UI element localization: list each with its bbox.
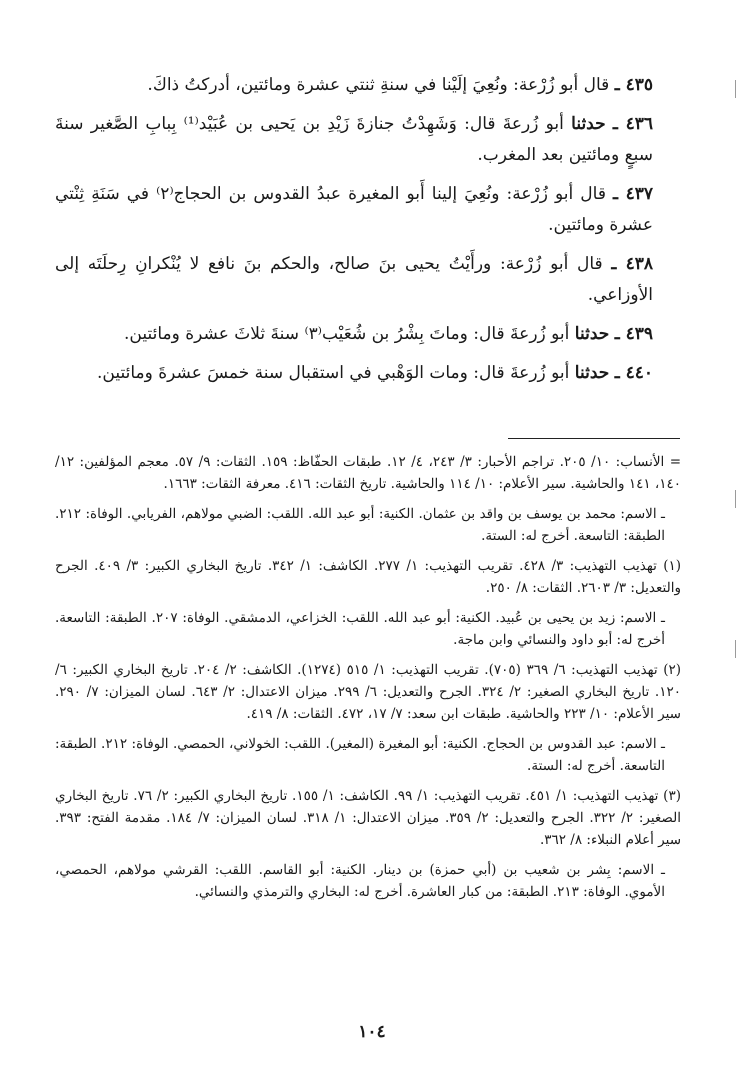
entry-439 <box>55 319 681 350</box>
hadith-lead: حدثنا <box>571 114 606 134</box>
entry-438 <box>55 249 681 311</box>
hadith-lead: حدثنا <box>574 324 610 344</box>
entry-text: أبو زُرعةَ قال: وماتَ بِشْرُ بن شُعَيْب⁽٣⁾ سنةَ ثلاثَ عشرة ومائتين. <box>124 324 570 344</box>
footnotes <box>55 451 681 911</box>
footnote-2-bio: ـ الاسم: عبد القدوس بن الحجاج. الكنية: أبو المغيرة (المغير). اللقب: الخولاني، الحمصي. الوفاة: ٢١٢. الطبقة: التاسعة. أخرج له: الستة. <box>55 736 665 774</box>
entry-number: ٤٣٧ ـ <box>613 184 654 204</box>
entry-number: ٤٣٥ ـ <box>614 75 653 95</box>
footnote-bio: ـ الاسم: محمد بن يوسف بن واقد بن عثمان. الكنية: أبو عبد الله. اللقب: الضبي مولاهم، الفريابي. الوفاة: ٢١٢. الطبقة: التاسعة. أخرج له: الستة. <box>55 506 665 544</box>
entry-text: أبو زُرعةَ قال: ومات الوَهْبي في استقبال سنة خمسَ عشرةَ ومائتين. <box>97 363 570 383</box>
scan-edge-mark <box>735 640 736 658</box>
footnote-3: (٣) تهذيب التهذيب: ١/ ٤٥١. تقريب التهذيب: ١/ ٩٩. الكاشف: ١/ ١٥٥. تاريخ البخاري الكبير: ٢/ ٧٦. تاريخ البخاري الصغير: ٢/ ٣٢٢. الجرح والتعديل: ٢/ ٣٥٩. ميزان الاعتدال: ١/ ٣١٨. لسان الميزان: ٧/ ١٨٤. مقدمة الفتح: ٣٩٣. سير أعلام النبلاء: ٨/ ٣٦٢. <box>55 788 681 848</box>
entry-text: قال أبو زُرْعة: ورأَيْتُ يحيى بنَ صالح، والحكم بنَ نافع لا يُنْكرانِ رِحلَتَه إلى الأوزاعي. <box>55 254 653 305</box>
main-text <box>55 70 681 397</box>
entry-number: ٤٣٩ ـ <box>614 324 653 344</box>
entry-text: قال أبو زُرْعة: ونُعِيَ إلينا أَبو المغيرة عبدُ القدوس بن الحجاج⁽٢⁾ في سَنَةِ ثِنْتي عشرة ومائتين. <box>55 184 653 235</box>
entry-number: ٤٣٦ ـ <box>612 114 654 134</box>
entry-437 <box>55 179 681 241</box>
entry-text: أبو زُرعةَ قال: وَشَهِدْتُ جنازةَ زَيْدِ بن يَحيى بن عُبَيْد⁽¹⁾ بِبابِ الصَّغير سنةَ سبعٍ ومائتين بعد المغرب. <box>55 114 653 165</box>
footnote-1: (١) تهذيب التهذيب: ٣/ ٤٢٨. تقريب التهذيب: ١/ ٢٧٧. الكاشف: ١/ ٣٤٢. تاريخ البخاري الكبير: ٣/ ٤٠٩. الجرح والتعديل: ٣/ ٢٦٠٣. الثقات: ٨/ ٢٥٠. <box>55 558 682 596</box>
entry-440 <box>55 358 681 389</box>
entry-number: ٤٣٨ ـ <box>611 254 653 274</box>
entry-435 <box>55 70 681 101</box>
page-number: ١٠٤ <box>358 1022 386 1042</box>
scan-edge-mark <box>735 80 736 98</box>
entry-436 <box>55 109 681 171</box>
entry-text: قال أبو زُرْعة: ونُعِيَ إلَيْنا في سنةِ ثنتي عشرة ومائتين، أدركتُ ذاكَ. <box>147 75 610 95</box>
footnote-separator <box>508 438 680 439</box>
footnote-2: (٢) تهذيب التهذيب: ٦/ ٣٦٩ (٧٠٥). تقريب التهذيب: ١/ ٥١٥ (١٢٧٤). الكاشف: ٢/ ٢٠٤. تاريخ البخاري الكبير: ٦/ ١٢٠. تاريخ البخاري الصغير: ٢/ ٣٢٤. الجرح والتعديل: ٦/ ٢٩٩. ميزان الاعتدال: ٢/ ٦٤٣. لسان الميزان: ٧/ ٢٩٠. سير الأعلام: ١٠/ ٢٢٣ والحاشية. طبقات ابن سعد: ٧/ ١٧، ٤٧٢. الثقات: ٨/ ٤١٩. <box>55 662 682 722</box>
hadith-lead: حدثنا <box>574 363 610 383</box>
entry-number: ٤٤٠ ـ <box>614 363 653 383</box>
footnote-continuation: = الأنساب: ١٠/ ٢٠٥. تراجم الأحبار: ٣/ ٢٤٣، ٤/ ١٢. طبقات الحفّاظ: ١٥٩. الثقات: ٩/ ٥٧. معجم المؤلفين: ١٢/ ١٤٠، ١٤١ والحاشية. سير الأعلام: ١٠/ ١١٤ والحاشية. تاريخ الثقات: ٤١٦. معرفة الثقات: ١٦٦٣. <box>55 454 682 492</box>
scan-edge-mark <box>735 490 736 508</box>
footnote-3-bio: ـ الاسم: بِشر بن شعيب بن (أبي حمزة) بن دينار. الكنية: أبو القاسم. اللقب: القرشي مولاهم، الحمصي، الأموي. الوفاة: ٢١٣. الطبقة: من كبار العاشرة. أخرج له: البخاري والترمذي والنسائي. <box>55 862 665 900</box>
footnote-1-bio: ـ الاسم: زيد بن يحيى بن عُبيد. الكنية: أبو عبد الله. اللقب: الخزاعي، الدمشقي. الوفاة: ٢٠٧. الطبقة: التاسعة. أخرج له: أبو داود والنسائي وابن ماجة. <box>55 610 665 648</box>
